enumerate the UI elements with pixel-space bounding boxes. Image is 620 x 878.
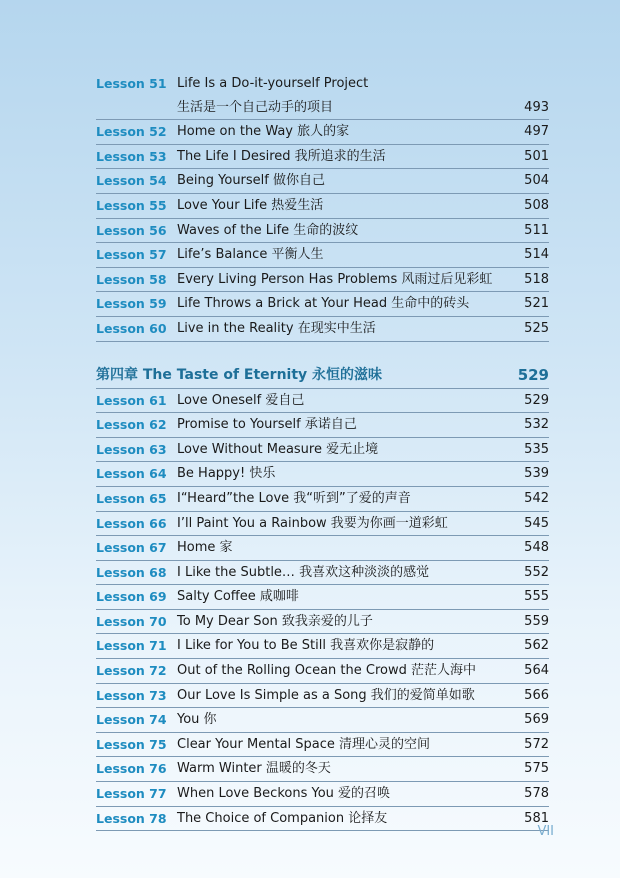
lesson-title: Love Oneself 爱自己	[177, 392, 305, 408]
lesson-title: You 你	[177, 712, 217, 728]
toc-row[interactable]	[96, 120, 549, 145]
lesson-number: Lesson 57	[96, 247, 167, 263]
lesson-number: Lesson 61	[96, 392, 167, 408]
lesson-number: Lesson 70	[96, 613, 167, 629]
lesson-number: Lesson 72	[96, 663, 167, 679]
lesson-title: Love Without Measure 爱无止境	[177, 441, 379, 457]
lesson-title: Live in the Reality 在现实中生活	[177, 320, 376, 336]
toc-row[interactable]	[96, 487, 549, 512]
lesson-number: Lesson 68	[96, 564, 167, 580]
lesson-title: Salty Coffee 咸咖啡	[177, 589, 299, 605]
toc-row[interactable]	[96, 389, 549, 414]
toc-row[interactable]	[96, 243, 549, 268]
lesson-page: 511	[524, 222, 549, 238]
toc-row[interactable]	[96, 733, 549, 758]
lesson-title: I Like the Subtle… 我喜欢这种淡淡的感觉	[177, 564, 430, 580]
lesson-page: 525	[524, 320, 549, 336]
lesson-page: 575	[524, 761, 549, 777]
toc-row[interactable]	[96, 512, 549, 537]
lesson-number: Lesson 52	[96, 124, 167, 140]
lesson-title: Promise to Yourself 承诺自己	[177, 417, 357, 433]
lesson-title: Being Yourself 做你自己	[177, 173, 325, 189]
table-of-contents	[96, 72, 549, 831]
lesson-number: Lesson 59	[96, 296, 167, 312]
page-number: VII	[537, 824, 554, 839]
lesson-page: 559	[524, 613, 549, 629]
lesson-number: Lesson 58	[96, 271, 167, 287]
lesson-number: Lesson 66	[96, 515, 167, 531]
lesson-page: 529	[524, 392, 549, 408]
lesson-title: Warm Winter 温暖的冬天	[177, 761, 331, 777]
toc-row[interactable]	[96, 536, 549, 561]
lesson-page: 566	[524, 687, 549, 703]
lesson-title: 生活是一个自己动手的项目	[177, 99, 334, 115]
lesson-number: Lesson 63	[96, 441, 167, 457]
toc-row[interactable]	[96, 757, 549, 782]
lesson-page: 545	[524, 515, 549, 531]
lesson-page: 493	[524, 99, 549, 115]
toc-row[interactable]	[96, 268, 549, 293]
toc-row[interactable]	[96, 782, 549, 807]
lesson-page: 504	[524, 173, 549, 189]
lesson-title: The Life I Desired 我所追求的生活	[177, 148, 386, 164]
lesson-page: 564	[524, 663, 549, 679]
lesson-title: Every Living Person Has Problems 风雨过后见彩虹	[177, 271, 493, 287]
toc-row[interactable]	[96, 438, 549, 463]
toc-row[interactable]	[96, 292, 549, 317]
lesson-title: Be Happy! 快乐	[177, 466, 276, 482]
chapter-page: 529	[517, 365, 549, 384]
lesson-page: 572	[524, 736, 549, 752]
lesson-number: Lesson 53	[96, 148, 167, 164]
lesson-page: 539	[524, 466, 549, 482]
lesson-title: Love Your Life 热爱生活	[177, 197, 324, 213]
toc-group-2	[96, 389, 549, 832]
toc-row[interactable]	[96, 585, 549, 610]
lesson-page: 542	[524, 490, 549, 506]
lesson-page: 521	[524, 296, 549, 312]
lesson-number: Lesson 73	[96, 687, 167, 703]
toc-group-1	[96, 72, 549, 342]
lesson-page: 535	[524, 441, 549, 457]
toc-row[interactable]	[96, 317, 549, 342]
toc-row[interactable]	[96, 194, 549, 219]
lesson-title: To My Dear Son 致我亲爱的儿子	[177, 613, 373, 629]
toc-row[interactable]	[96, 413, 549, 438]
lesson-page: 508	[524, 197, 549, 213]
lesson-number: Lesson 76	[96, 761, 167, 777]
lesson-number: Lesson 51	[96, 76, 167, 91]
toc-row[interactable]	[96, 807, 549, 832]
lesson-title: Waves of the Life 生命的波纹	[177, 222, 359, 238]
toc-row[interactable]	[96, 145, 549, 170]
lesson-page: 578	[524, 786, 549, 802]
lesson-number: Lesson 78	[96, 810, 167, 826]
lesson-page: 581	[524, 810, 549, 826]
lesson-title: When Love Beckons You 爱的召唤	[177, 786, 391, 802]
toc-row[interactable]	[96, 72, 549, 96]
chapter-title: 第四章 The Taste of Eternity 永恒的滋味	[96, 366, 383, 383]
lesson-page: 501	[524, 148, 549, 164]
lesson-page: 514	[524, 247, 549, 263]
toc-row[interactable]	[96, 462, 549, 487]
lesson-title: Home on the Way 旅人的家	[177, 124, 350, 140]
lesson-title: The Choice of Companion 论择友	[177, 810, 388, 826]
lesson-title: Our Love Is Simple as a Song 我们的爱简单如歌	[177, 687, 475, 703]
toc-row[interactable]	[96, 708, 549, 733]
lesson-number: Lesson 77	[96, 786, 167, 802]
toc-row[interactable]	[96, 96, 549, 121]
lesson-number: Lesson 74	[96, 712, 167, 728]
lesson-number: Lesson 64	[96, 466, 167, 482]
toc-row[interactable]	[96, 561, 549, 586]
lesson-page: 562	[524, 638, 549, 654]
lesson-title: Clear Your Mental Space 清理心灵的空间	[177, 736, 431, 752]
lesson-number: Lesson 56	[96, 222, 167, 238]
lesson-page: 518	[524, 271, 549, 287]
lesson-title: I’ll Paint You a Rainbow 我要为你画一道彩虹	[177, 515, 448, 531]
lesson-title: Life’s Balance 平衡人生	[177, 247, 324, 263]
lesson-title: I Like for You to Be Still 我喜欢你是寂静的	[177, 638, 435, 654]
lesson-number: Lesson 75	[96, 736, 167, 752]
lesson-number: Lesson 65	[96, 490, 167, 506]
toc-row[interactable]	[96, 684, 549, 709]
lesson-page: 497	[524, 124, 549, 140]
toc-row[interactable]	[96, 169, 549, 194]
lesson-number: Lesson 69	[96, 589, 167, 605]
lesson-number: Lesson 55	[96, 197, 167, 213]
toc-row[interactable]	[96, 659, 549, 684]
lesson-number: Lesson 54	[96, 173, 167, 189]
lesson-page: 555	[524, 589, 549, 605]
lesson-number: Lesson 67	[96, 540, 167, 556]
lesson-page: 548	[524, 540, 549, 556]
lesson-title: Life Throws a Brick at Your Head 生命中的砖头	[177, 296, 470, 312]
lesson-title: Out of the Rolling Ocean the Crowd 茫茫人海中	[177, 663, 476, 679]
chapter-heading[interactable]	[96, 362, 549, 389]
lesson-number: Lesson 60	[96, 320, 167, 336]
toc-row[interactable]	[96, 610, 549, 635]
lesson-page: 552	[524, 564, 549, 580]
toc-row[interactable]	[96, 219, 549, 244]
lesson-number: Lesson 71	[96, 638, 167, 654]
lesson-title: Home 家	[177, 540, 233, 556]
lesson-title: Life Is a Do-it-yourself Project	[177, 76, 369, 91]
lesson-title: I“Heard”the Love 我“听到”了爱的声音	[177, 490, 411, 506]
lesson-page: 569	[524, 712, 549, 728]
lesson-page: 532	[524, 417, 549, 433]
toc-row[interactable]	[96, 634, 549, 659]
lesson-number: Lesson 62	[96, 417, 167, 433]
